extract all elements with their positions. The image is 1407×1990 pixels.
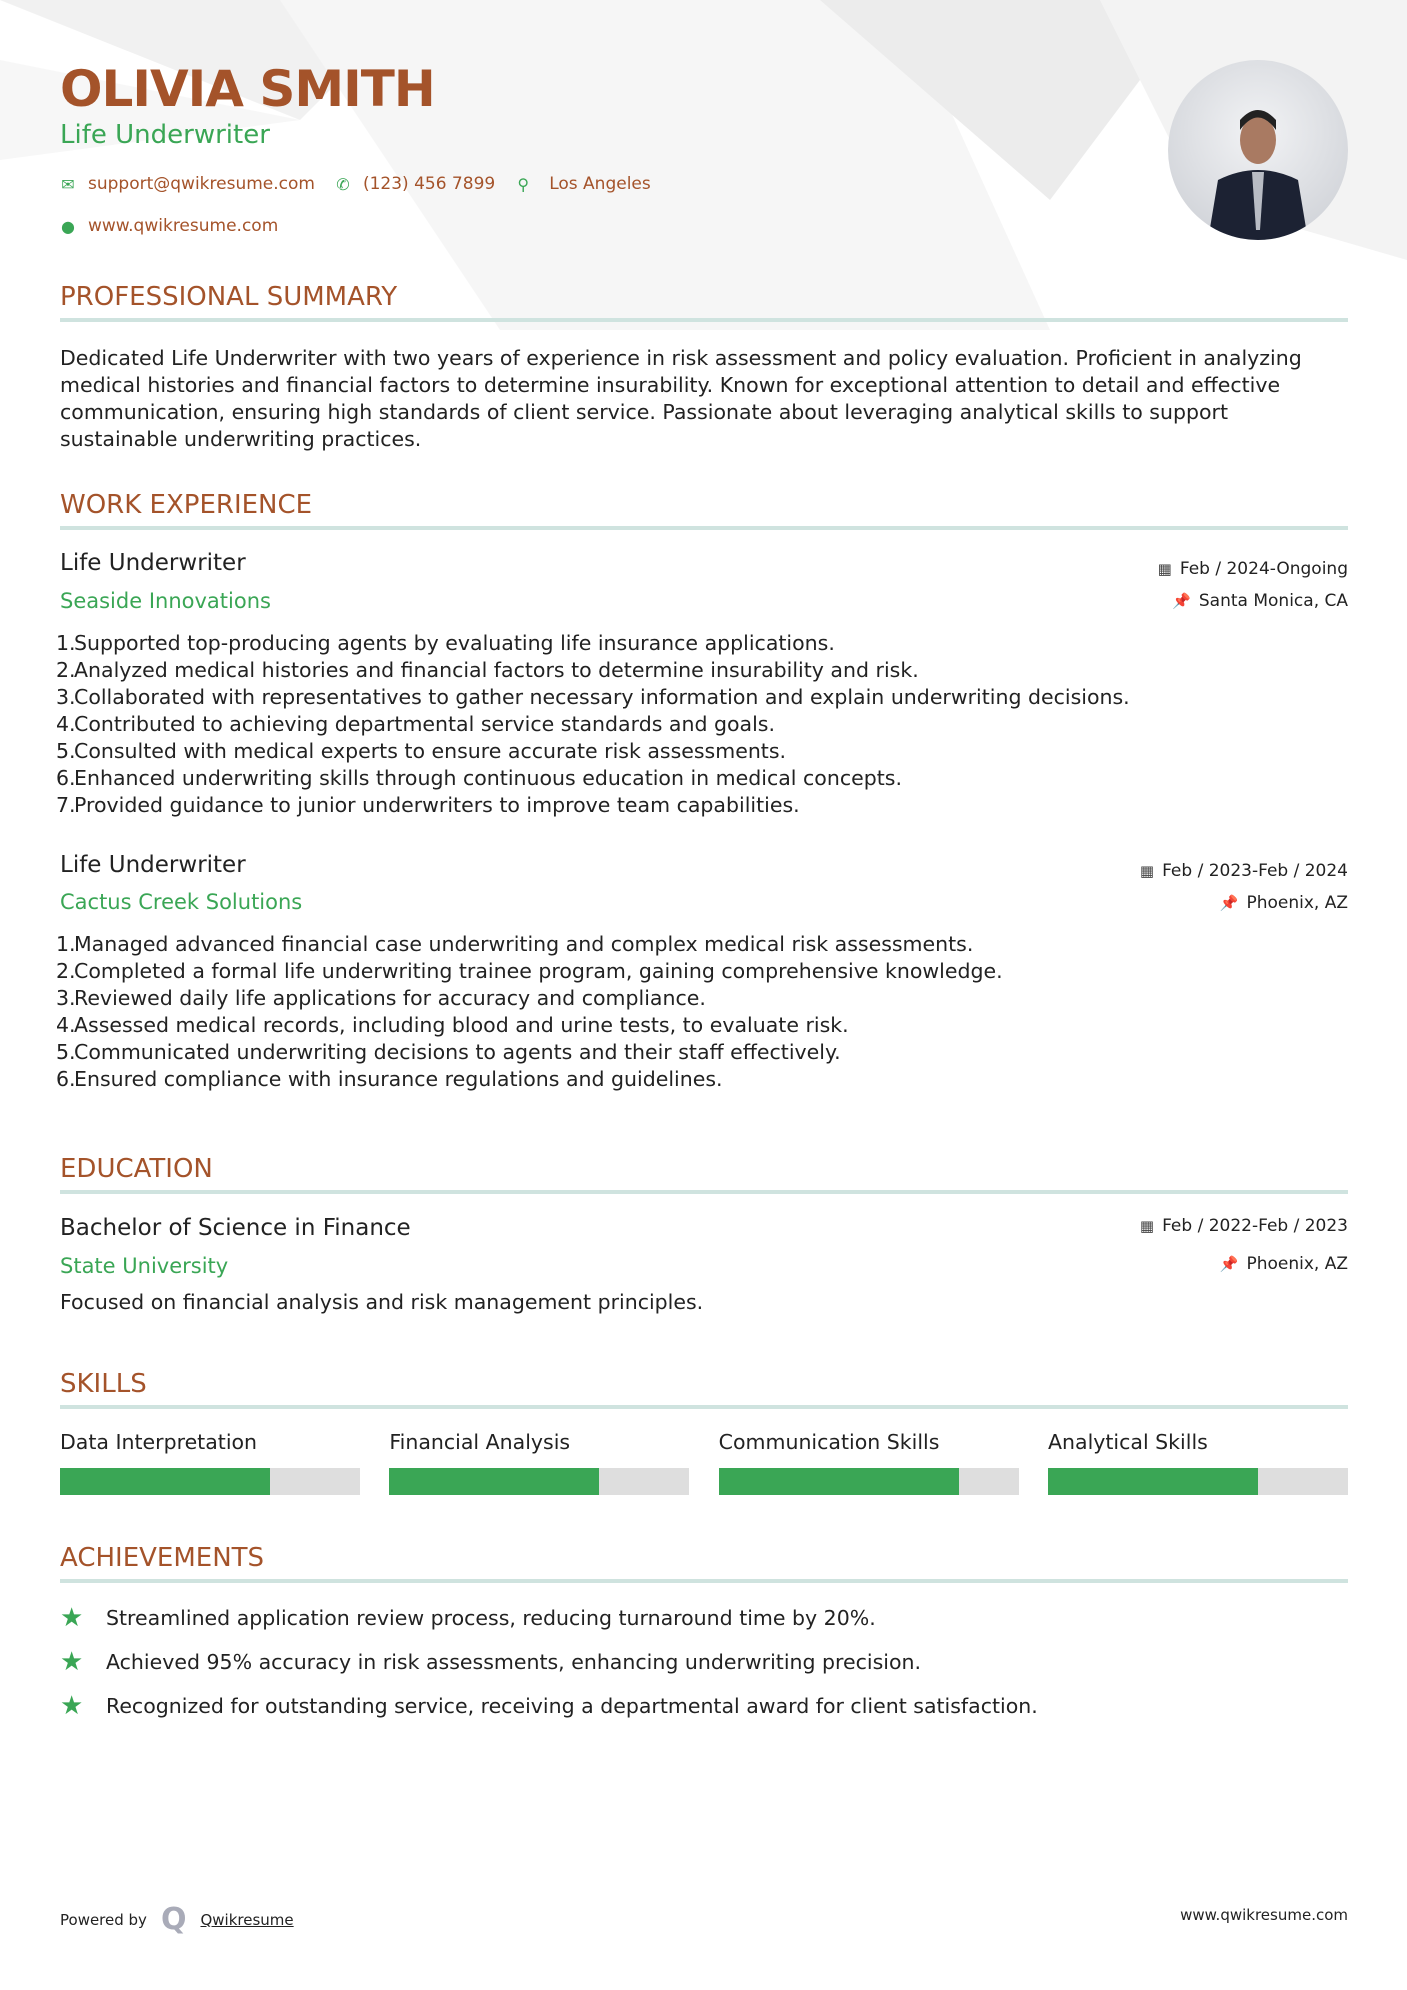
star-icon: ★ <box>60 1691 84 1721</box>
skill-bar <box>60 1468 360 1495</box>
location-pin-icon: ⚲ <box>517 174 530 194</box>
skill-bar-fill <box>719 1468 959 1495</box>
skill-item <box>389 1430 689 1495</box>
duty-item <box>56 985 1003 1012</box>
item-text: Consulted with medical experts to ensure accurate risk assessments. <box>74 739 787 763</box>
item-number: 3. <box>56 685 76 709</box>
calendar-icon: ▦ <box>1139 862 1155 880</box>
achievement-text: Recognized for outstanding service, receiving a departmental award for client satisfaction. <box>106 1694 1038 1718</box>
education-date <box>1140 1216 1348 1236</box>
duty-item <box>56 684 1130 711</box>
education-location <box>1220 1254 1348 1274</box>
powered-by-text: Powered by <box>60 1910 147 1929</box>
duty-item <box>56 738 1130 765</box>
duty-item <box>56 630 1130 657</box>
skill-name: Analytical Skills <box>1047 1430 1208 1454</box>
item-text: Provided guidance to junior underwriters to improve team capabilities. <box>74 793 800 817</box>
duty-item <box>56 1066 1003 1093</box>
achievement-text: Achieved 95% accuracy in risk assessments, enhancing underwriting precision. <box>106 1650 922 1674</box>
item-text: Ensured compliance with insurance regulations and guidelines. <box>74 1067 723 1091</box>
contact-row <box>58 174 651 194</box>
section-heading-education: EDUCATION <box>60 1154 1348 1194</box>
email-icon: ✉ <box>61 174 75 194</box>
education-description: Focused on financial analysis and risk management principles. <box>60 1290 704 1314</box>
skill-item <box>1048 1430 1348 1495</box>
duty-item <box>56 657 1130 684</box>
skill-bar-fill <box>389 1468 599 1495</box>
item-text: Enhanced underwriting skills through continuous education in medical concepts. <box>74 766 902 790</box>
date-text: Feb / 2024-Ongoing <box>1179 559 1348 579</box>
section-heading-summary: PROFESSIONAL SUMMARY <box>60 282 1348 322</box>
date-text: Feb / 2022-Feb / 2023 <box>1162 1216 1348 1236</box>
candidate-name: OLIVIA SMITH <box>60 60 435 118</box>
skill-item <box>60 1430 360 1495</box>
degree: Bachelor of Science in Finance <box>60 1215 411 1241</box>
job-date <box>1158 559 1348 579</box>
location: Los Angeles <box>549 174 651 194</box>
item-number: 3. <box>56 986 76 1010</box>
item-number: 7. <box>56 793 76 817</box>
job-duties-list <box>56 630 1130 819</box>
candidate-title: Life Underwriter <box>60 120 270 150</box>
skills-list <box>60 1430 1348 1495</box>
section-heading-work: WORK EXPERIENCE <box>60 490 1348 530</box>
brand-link[interactable]: Qwikresume <box>200 1910 294 1929</box>
job-date <box>1140 861 1348 881</box>
skill-item <box>719 1430 1019 1495</box>
item-text: Assessed medical records, including blood and urine tests, to evaluate risk. <box>74 1013 849 1037</box>
item-text: Communicated underwriting decisions to agents and their staff effectively. <box>74 1040 841 1064</box>
achievement-text: Streamlined application review process, reducing turnaround time by 20%. <box>106 1606 876 1630</box>
item-number: 4. <box>56 1013 76 1037</box>
duty-item <box>56 1039 1003 1066</box>
achievement-item <box>60 1647 921 1677</box>
item-text: Reviewed daily life applications for accuracy and compliance. <box>74 986 706 1010</box>
calendar-icon: ▦ <box>1139 1217 1155 1235</box>
item-text: Contributed to achieving departmental service standards and goals. <box>74 712 775 736</box>
job-duties-list <box>56 931 1003 1093</box>
location-text: Phoenix, AZ <box>1246 1254 1348 1274</box>
skill-bar <box>389 1468 689 1495</box>
location-text: Santa Monica, CA <box>1198 591 1348 611</box>
location-text: Phoenix, AZ <box>1246 893 1348 913</box>
skill-name: Data Interpretation <box>60 1430 258 1454</box>
skill-name: Communication Skills <box>718 1430 940 1454</box>
pushpin-icon: 📌 <box>1172 592 1191 610</box>
summary-text: Dedicated Life Underwriter with two years of experience in risk assessment and policy evaluation. Proficient in analyzing medical histories and financial factors to determine insurability. Known for exceptional attention to detail and effective communication, ensuring high standards of client service. Passionate about leveraging analytical skills to support sustainable underwriting practices. <box>60 346 1302 451</box>
item-number: 5. <box>56 739 76 763</box>
section-heading-skills: SKILLS <box>60 1369 1348 1409</box>
date-text: Feb / 2023-Feb / 2024 <box>1162 861 1348 881</box>
pushpin-icon: 📌 <box>1219 1255 1239 1273</box>
achievement-item <box>60 1691 1038 1721</box>
duty-item <box>56 765 1130 792</box>
item-number: 2. <box>56 959 76 983</box>
item-text: Managed advanced financial case underwriting and complex medical risk assessments. <box>74 932 974 956</box>
job-title: Life Underwriter <box>60 550 246 576</box>
item-text: Collaborated with representatives to gather necessary information and explain underwriting decisions. <box>74 685 1130 709</box>
school: State University <box>60 1254 229 1278</box>
item-number: 4. <box>56 712 76 736</box>
duty-item <box>56 931 1003 958</box>
item-number: 5. <box>56 1040 76 1064</box>
skill-bar <box>719 1468 1019 1495</box>
item-number: 1. <box>56 631 76 655</box>
job-location <box>1172 591 1348 611</box>
profile-photo <box>1168 60 1348 240</box>
item-number: 6. <box>56 766 76 790</box>
job-location <box>1220 893 1348 913</box>
job-company: Cactus Creek Solutions <box>60 890 303 914</box>
duty-item <box>56 958 1003 985</box>
item-text: Analyzed medical histories and financial factors to determine insurability and risk. <box>74 658 919 682</box>
duty-item <box>56 792 1130 819</box>
item-number: 2. <box>56 658 76 682</box>
star-icon: ★ <box>60 1647 84 1677</box>
achievement-item <box>60 1603 876 1633</box>
pushpin-icon: 📌 <box>1219 894 1239 912</box>
item-number: 6. <box>56 1067 76 1091</box>
section-heading-achievements: ACHIEVEMENTS <box>60 1543 1348 1583</box>
star-icon: ★ <box>60 1603 84 1633</box>
website-row <box>58 216 278 236</box>
footer-website[interactable]: www.qwikresume.com <box>1180 1906 1348 1924</box>
globe-icon: ● <box>61 216 75 236</box>
footer-powered <box>60 1902 294 1937</box>
phone: (123) 456 7899 <box>362 174 496 194</box>
job-title: Life Underwriter <box>60 852 246 878</box>
skill-bar-fill <box>1048 1468 1258 1495</box>
skill-bar <box>1048 1468 1348 1495</box>
item-number: 1. <box>56 932 76 956</box>
item-text: Completed a formal life underwriting trainee program, gaining comprehensive knowledge. <box>74 959 1003 983</box>
email[interactable]: support@qwikresume.com <box>88 174 315 194</box>
item-text: Supported top-producing agents by evaluating life insurance applications. <box>74 631 835 655</box>
duty-item <box>56 1012 1003 1039</box>
skill-name: Financial Analysis <box>389 1430 571 1454</box>
job-company: Seaside Innovations <box>60 589 271 613</box>
calendar-icon: ▦ <box>1157 560 1172 578</box>
skill-bar-fill <box>60 1468 270 1495</box>
phone-icon: ✆ <box>336 174 350 194</box>
duty-item <box>56 711 1130 738</box>
qwikresume-logo: Q <box>160 1902 187 1937</box>
website[interactable]: www.qwikresume.com <box>88 216 279 236</box>
